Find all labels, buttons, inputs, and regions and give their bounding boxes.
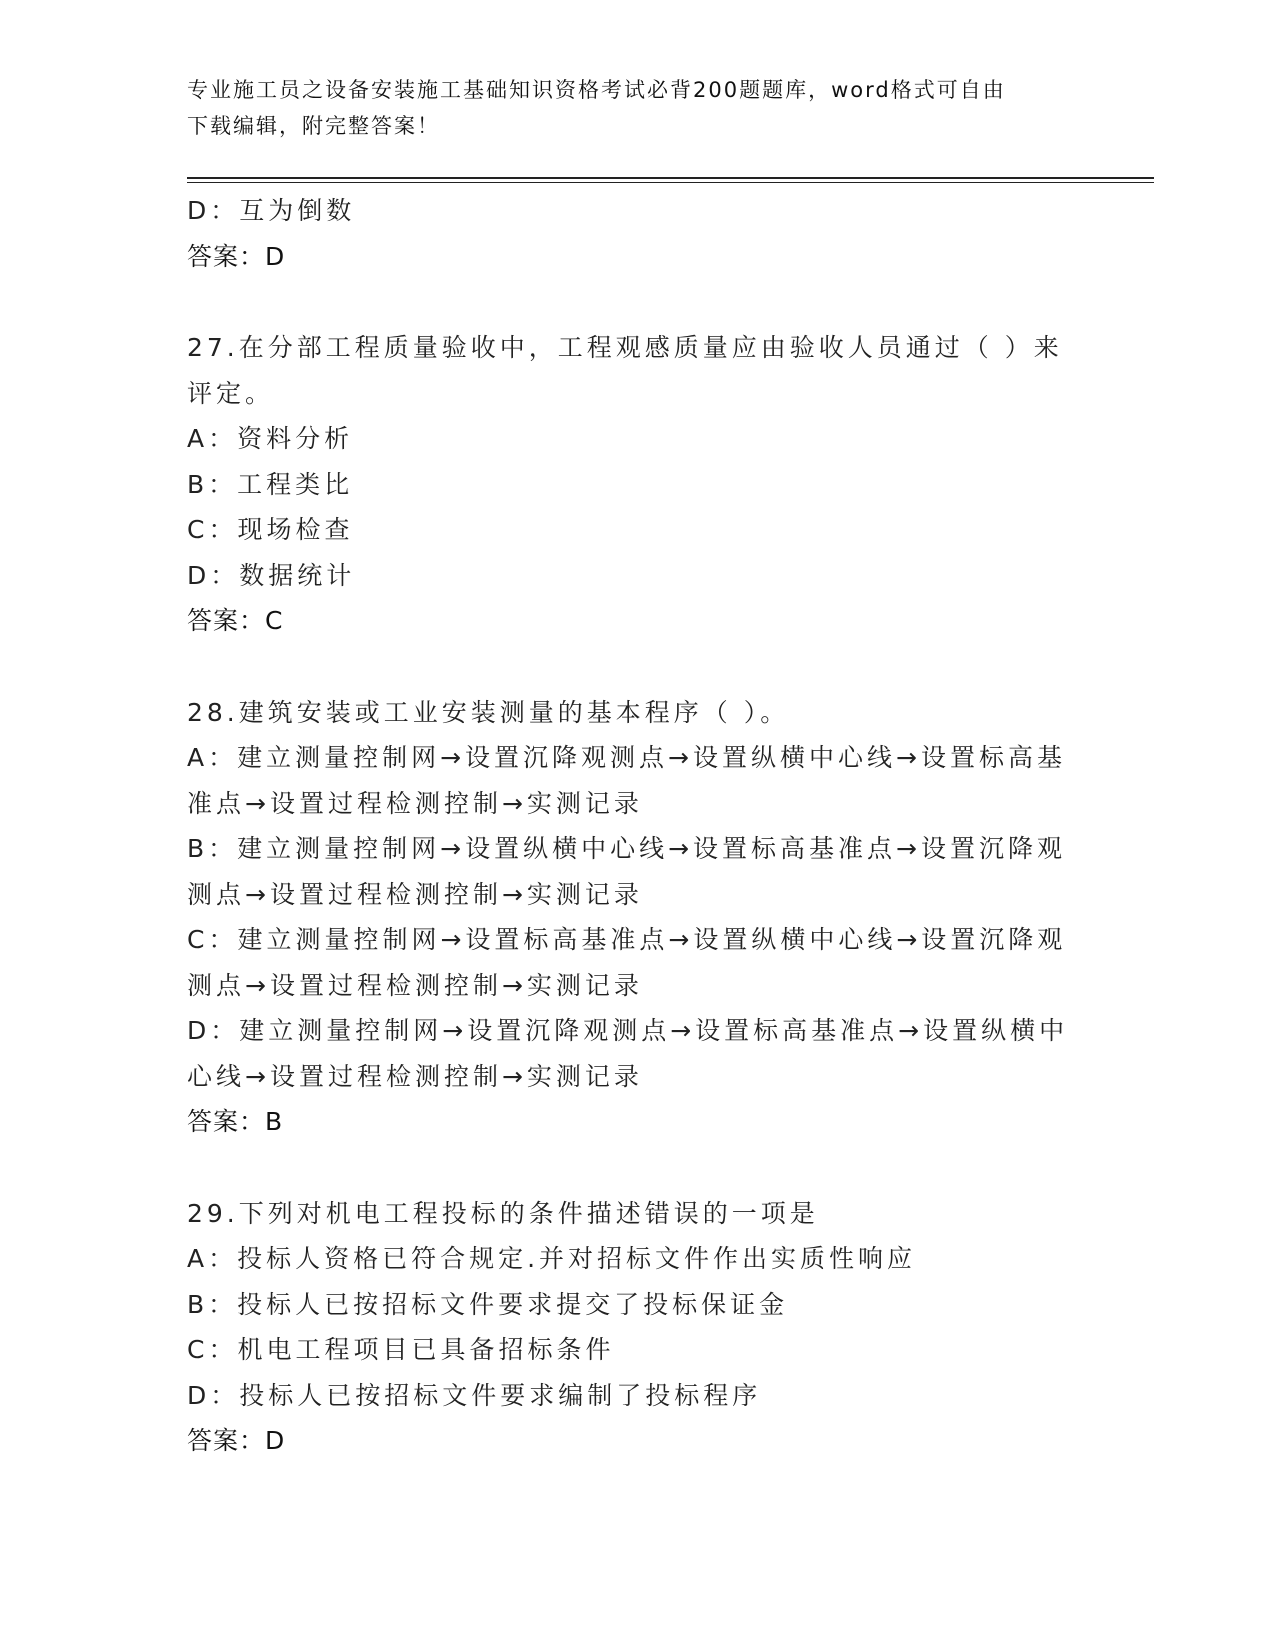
header-line-1: 专业施工员之设备安装施工基础知识资格考试必背200题题库，word格式可自由 — [187, 78, 1006, 102]
option-c: C：现场检查 — [187, 515, 354, 544]
option-c-line-2: 测点→设置过程检测控制→实测记录 — [187, 970, 643, 1000]
option-b: B：投标人已按招标文件要求提交了投标保证金 — [187, 1289, 789, 1319]
option-b-line-2: 测点→设置过程检测控制→实测记录 — [187, 879, 643, 909]
option-a-line-2: 准点→设置过程检测控制→实测记录 — [187, 788, 643, 818]
question-27 — [187, 325, 1087, 644]
option-c: C：机电工程项目已具备招标条件 — [187, 1335, 615, 1364]
answer-line: 答案：B — [187, 1107, 284, 1136]
option-a-line-1: A：建立测量控制网→设置沉降观测点→设置纵横中心线→设置标高基 — [187, 743, 1066, 772]
option-c-line-1: C：建立测量控制网→设置标高基准点→设置纵横中心线→设置沉降观 — [187, 925, 1067, 954]
question-text-line-1: 27.在分部工程质量验收中，工程观感质量应由验收人员通过（ ）来 — [187, 333, 1063, 362]
answer-line: 答案：D — [187, 1426, 286, 1455]
question-text: 29.下列对机电工程投标的条件描述错误的一项是 — [187, 1198, 819, 1228]
question-text-line-2: 评定。 — [187, 378, 275, 408]
header-divider-thick — [187, 177, 1154, 179]
question-text: 28.建筑安装或工业安装测量的基本程序（ ）。 — [187, 697, 790, 727]
previous-question-tail — [187, 188, 1087, 279]
option-a: A：投标人资格已符合规定.并对招标文件作出实质性响应 — [187, 1244, 917, 1273]
option-d: D：投标人已按招标文件要求编制了投标程序 — [187, 1380, 762, 1410]
question-list — [187, 188, 1087, 1464]
option-d: D：互为倒数 — [187, 196, 356, 225]
answer-line: 答案：C — [187, 606, 284, 635]
header-line-2: 下载编辑，附完整答案！ — [187, 114, 440, 138]
option-b-line-1: B：建立测量控制网→设置纵横中心线→设置标高基准点→设置沉降观 — [187, 834, 1066, 863]
question-28 — [187, 690, 1087, 1145]
option-b: B：工程类比 — [187, 469, 354, 499]
option-d-line-2: 心线→设置过程检测控制→实测记录 — [187, 1061, 643, 1091]
option-a: A：资料分析 — [187, 424, 354, 453]
document-header — [187, 72, 1067, 144]
header-divider-thin — [187, 182, 1154, 183]
option-d: D：数据统计 — [187, 560, 356, 590]
option-d-line-1: D：建立测量控制网→设置沉降观测点→设置标高基准点→设置纵横中 — [187, 1016, 1069, 1045]
question-29 — [187, 1191, 1087, 1464]
answer-line: 答案：D — [187, 241, 286, 271]
